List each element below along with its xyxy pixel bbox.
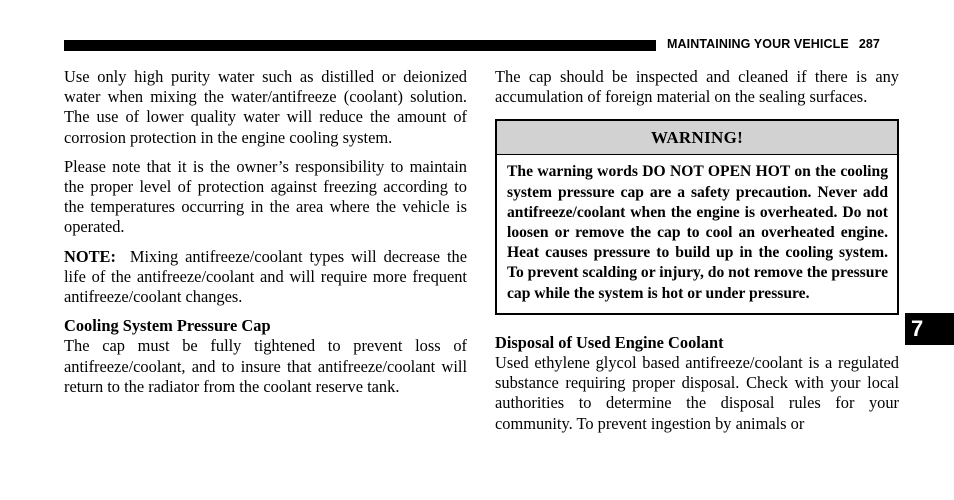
section-title: MAINTAINING YOUR VEHICLE — [667, 37, 849, 51]
pressure-cap-heading: Cooling System Pressure Cap — [64, 316, 271, 336]
left-column — [64, 67, 467, 397]
pressure-cap-section — [64, 316, 467, 397]
warning-box — [495, 119, 899, 314]
owner-responsibility-paragraph: Please note that it is the owner’s responsibility to maintain the proper level of protection against freezing according to the temperatures occurring in the area where the vehicle is operated. — [64, 156, 467, 237]
cap-inspection-paragraph: The cap should be inspected and cleaned if there is any accumulation of foreign material on the sealing surfaces. — [495, 67, 899, 107]
pressure-cap-text: The cap must be fully tightened to prevent loss of antifreeze/coolant, and to insure that antifreeze/coolant will return to the radiator from the coolant reserve tank. — [64, 336, 467, 396]
chapter-tab: 7 — [905, 313, 954, 345]
disposal-section — [495, 333, 899, 434]
note-paragraph — [64, 247, 467, 308]
disposal-heading: Disposal of Used Engine Coolant — [495, 332, 724, 352]
water-purity-paragraph: Use only high purity water such as distilled or deionized water when mixing the water/antifreeze (coolant) solution. The use of lower quality water will reduce the amount of corrosion protection in the engine cooling system. — [64, 67, 467, 147]
note-text: Mixing antifreeze/coolant types will decrease the life of the antifreeze/coolant and will require more frequent antifreeze/coolant changes. — [64, 246, 467, 307]
page-number: 287 — [858, 37, 880, 51]
right-column — [495, 67, 899, 434]
header-rule — [64, 40, 656, 51]
warning-text: The warning words DO NOT OPEN HOT on the cooling system pressure cap are a safety precaution. Never add antifreeze/coolant when the engine is overheated. Do not loosen or remove the cap to cool an overheated engine. Heat causes pressure to build up in the cooling system. To prevent scalding or injury, do not remove the pressure cap while the system is hot or under pressure. — [507, 163, 888, 302]
running-header — [667, 37, 880, 51]
note-label: NOTE: — [64, 246, 116, 266]
warning-title: WARNING! — [497, 121, 897, 155]
disposal-text: Used ethylene glycol based antifreeze/coolant is a regulated substance requiring proper disposal. Check with your local authorities to determine the disposal rules for your community. To prevent ingestion by animals or — [495, 353, 899, 433]
